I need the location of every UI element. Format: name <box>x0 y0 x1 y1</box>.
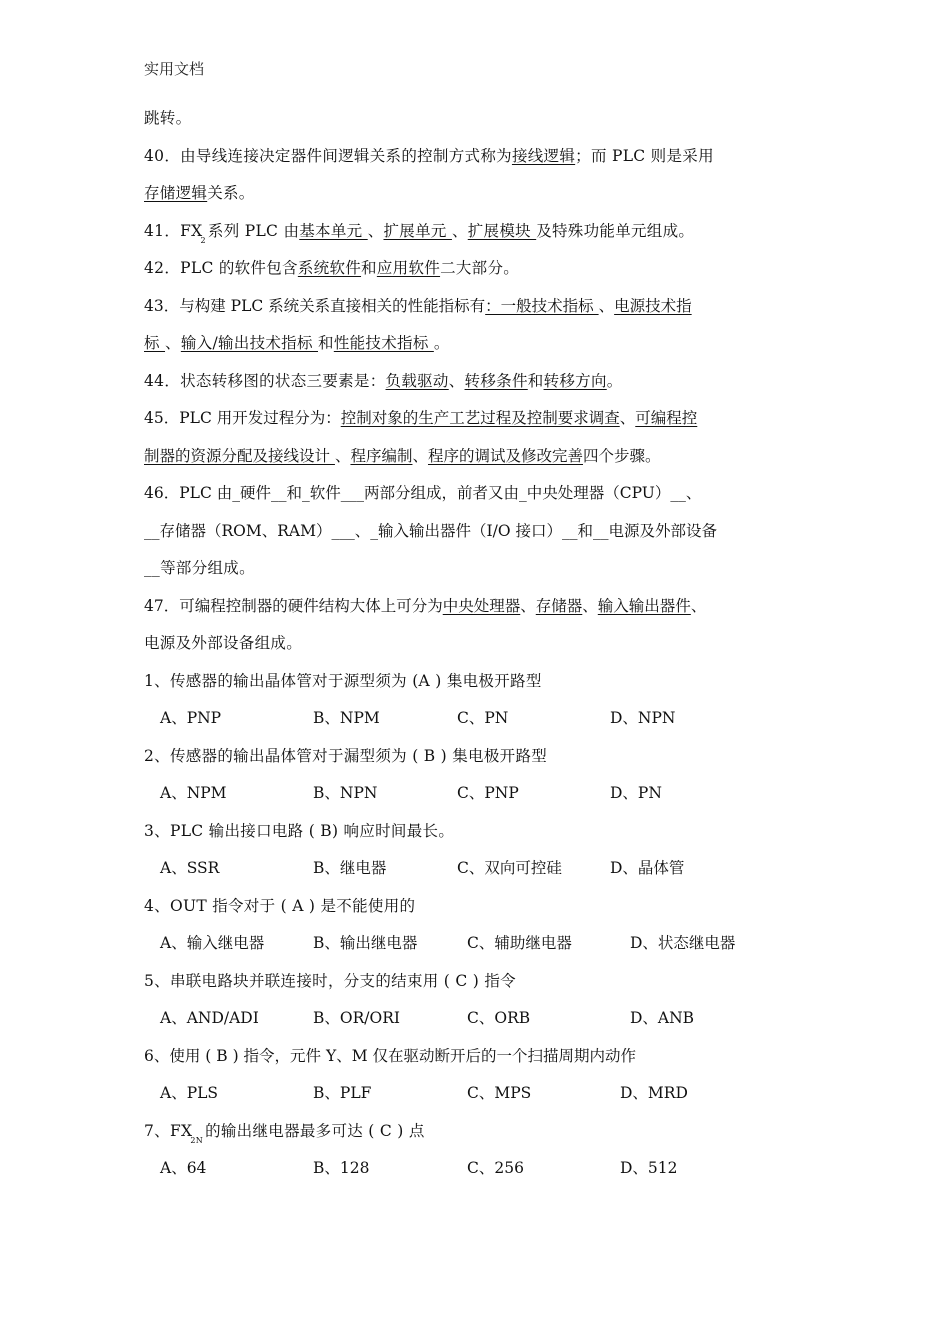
answer-blank: 程序编制 <box>350 446 413 465</box>
text-fragment: 47．可编程控制器的硬件结构大体上可分为 <box>144 596 443 615</box>
text-fragment: 、 <box>367 221 384 240</box>
text-fragment: 、 <box>582 596 598 615</box>
question-41 <box>144 213 809 251</box>
text-fragment: 二大部分。 <box>440 259 520 277</box>
choice-options-4 <box>144 925 809 963</box>
answer-blank: 制器的资源分配及接线设计 <box>144 446 335 465</box>
text-fragment: 的输出继电器最多可达 ( C ) 点 <box>205 1121 425 1140</box>
option-d: D、状态继电器 <box>630 934 736 952</box>
text-fragment: 、 <box>619 409 636 427</box>
subscript: 2 <box>200 235 206 245</box>
text-fragment: 、 <box>412 446 428 465</box>
option-c: C、PN <box>457 709 509 727</box>
option-c: C、双向可控硅 <box>457 859 562 877</box>
question-46-cont: __等部分组成。 <box>144 559 255 577</box>
option-d: D、MRD <box>620 1084 688 1102</box>
document-body <box>144 100 809 1188</box>
option-c: C、256 <box>467 1159 524 1177</box>
answer-blank: 转移条件 <box>464 371 528 390</box>
text-fragment: 44．状态转移图的状态三要素是： <box>144 371 386 390</box>
answer-blank: 扩展单元 <box>383 221 452 240</box>
answer-blank: 存储逻辑 <box>144 184 208 202</box>
option-d: D、NPN <box>610 709 676 727</box>
text-fragment: 45．PLC 用开发过程分为： <box>144 409 341 427</box>
choice-options-5 <box>144 1000 809 1038</box>
option-c: C、辅助继电器 <box>467 934 572 952</box>
choice-options-3 <box>144 850 809 888</box>
option-a: A、PLS <box>160 1084 219 1102</box>
text-fragment: 四个步骤。 <box>583 446 661 465</box>
question-46-cont: __存储器（ROM、RAM）___、_输入输出器件（I/O 接口）__和__电源及外部设备 <box>144 521 717 540</box>
text-fragment: 41．FX <box>144 221 203 240</box>
answer-blank: 性能技术指标 <box>333 334 434 352</box>
question-45 <box>144 400 809 438</box>
answer-blank: 扩展模块 <box>467 221 537 240</box>
text-fragment: 及特殊功能单元组成。 <box>536 221 695 240</box>
option-c: C、ORB <box>467 1009 531 1027</box>
choice-question-4: 4、OUT 指令对于 ( A ) 是不能使用的 <box>144 896 416 915</box>
text-fragment: 。 <box>433 334 450 352</box>
option-b: B、继电器 <box>313 859 387 877</box>
answer-blank: 中央处理器 <box>442 596 521 615</box>
option-d: D、PN <box>610 784 662 802</box>
answer-blank: 输入/输出技术指标 <box>180 334 318 352</box>
option-b: B、PLF <box>313 1084 372 1102</box>
choice-options-6 <box>144 1075 809 1113</box>
answer-blank: 输入输出器件 <box>597 596 691 615</box>
answer-blank: 转移方向 <box>543 371 607 390</box>
question-47-cont: 电源及外部设备组成。 <box>144 634 303 652</box>
option-b: B、NPN <box>313 784 378 802</box>
answer-blank: 系统软件 <box>297 259 362 277</box>
option-a: A、输入继电器 <box>160 934 265 952</box>
option-c: C、PNP <box>457 784 519 802</box>
question-43 <box>144 288 809 326</box>
text-fragment: 、 <box>448 371 465 390</box>
question-40-cont <box>144 175 809 213</box>
option-b: B、NPM <box>313 709 380 727</box>
text-fragment: 、 <box>334 446 351 465</box>
text-fragment: 42．PLC 的软件包含 <box>144 259 298 277</box>
question-45-cont <box>144 438 809 476</box>
answer-blank: 应用软件 <box>376 259 441 277</box>
choice-options-2 <box>144 775 809 813</box>
answer-blank: 程序的调试及修改完善 <box>427 446 583 465</box>
question-47 <box>144 588 809 626</box>
option-b: B、OR/ORI <box>313 1009 400 1027</box>
text-fragment: 和 <box>318 334 334 352</box>
text-fragment: 、 <box>598 296 615 315</box>
text-fragment: ；而 PLC 则是采用 <box>575 146 714 165</box>
subscript: 2N <box>190 1135 204 1145</box>
text-fragment: 、 <box>451 221 468 240</box>
option-a: A、64 <box>160 1159 207 1177</box>
option-b: B、输出继电器 <box>313 934 418 952</box>
answer-blank: 标 <box>144 334 166 352</box>
text-fragment: 、 <box>690 596 707 615</box>
text-fragment: 跳转。 <box>144 109 192 127</box>
text-fragment: 和 <box>361 259 377 277</box>
question-46: 46．PLC 由_硬件__和_软件___两部分组成，前者又由_中央处理器（CPU）__、 <box>144 484 702 502</box>
page-header: 实用文档 <box>144 60 205 78</box>
option-a: A、AND/ADI <box>160 1009 259 1027</box>
choice-question-1: 1、传感器的输出晶体管对于源型须为 (A ) 集电极开路型 <box>144 671 542 690</box>
text-fragment: 。 <box>606 371 623 390</box>
answer-blank: 基本单元 <box>299 221 368 240</box>
question-43-cont <box>144 325 809 363</box>
answer-blank: ：一般技术指标 <box>485 296 599 315</box>
question-44 <box>144 363 809 401</box>
text-line <box>144 100 809 138</box>
question-42 <box>144 250 809 288</box>
option-c: C、MPS <box>467 1084 532 1102</box>
option-d: D、512 <box>620 1159 678 1177</box>
option-a: A、NPM <box>160 784 227 802</box>
text-fragment: 系列 PLC 由 <box>207 221 300 240</box>
choice-question-7 <box>144 1113 809 1151</box>
answer-blank: 控制对象的生产工艺过程及控制要求调查 <box>340 409 620 427</box>
text-fragment: 7、FX <box>144 1121 193 1140</box>
answer-blank: 可编程控 <box>635 409 698 427</box>
text-fragment: 43．与构建 PLC 系统关系直接相关的性能指标有 <box>144 296 486 315</box>
text-fragment: 、 <box>165 334 181 352</box>
answer-blank: 存储器 <box>535 596 583 615</box>
option-b: B、128 <box>313 1159 370 1177</box>
answer-blank: 电源技术指 <box>614 296 692 315</box>
option-d: D、晶体管 <box>610 859 685 877</box>
text-fragment: 、 <box>520 596 536 615</box>
answer-blank: 接线逻辑 <box>511 146 576 165</box>
text-fragment: 和 <box>527 371 544 390</box>
choice-options-1 <box>144 700 809 738</box>
choice-question-6: 6、使用 ( B ) 指令，元件 Y、M 仅在驱动断开后的一个扫描周期内动作 <box>144 1046 637 1065</box>
option-a: A、SSR <box>160 859 220 877</box>
choice-options-7 <box>144 1150 809 1188</box>
choice-question-3: 3、PLC 输出接口电路 ( B) 响应时间最长。 <box>144 821 455 840</box>
text-fragment: 关系。 <box>207 184 255 202</box>
answer-blank: 负载驱动 <box>385 371 449 390</box>
option-d: D、ANB <box>630 1009 695 1027</box>
option-a: A、PNP <box>160 709 222 727</box>
choice-question-2: 2、传感器的输出晶体管对于漏型须为 ( B ) 集电极开路型 <box>144 746 548 765</box>
question-40 <box>144 138 809 176</box>
choice-question-5: 5、串联电路块并联连接时，分支的结束用 ( C ) 指令 <box>144 971 516 990</box>
text-fragment: 40．由导线连接决定器件间逻辑关系的控制方式称为 <box>144 146 512 165</box>
